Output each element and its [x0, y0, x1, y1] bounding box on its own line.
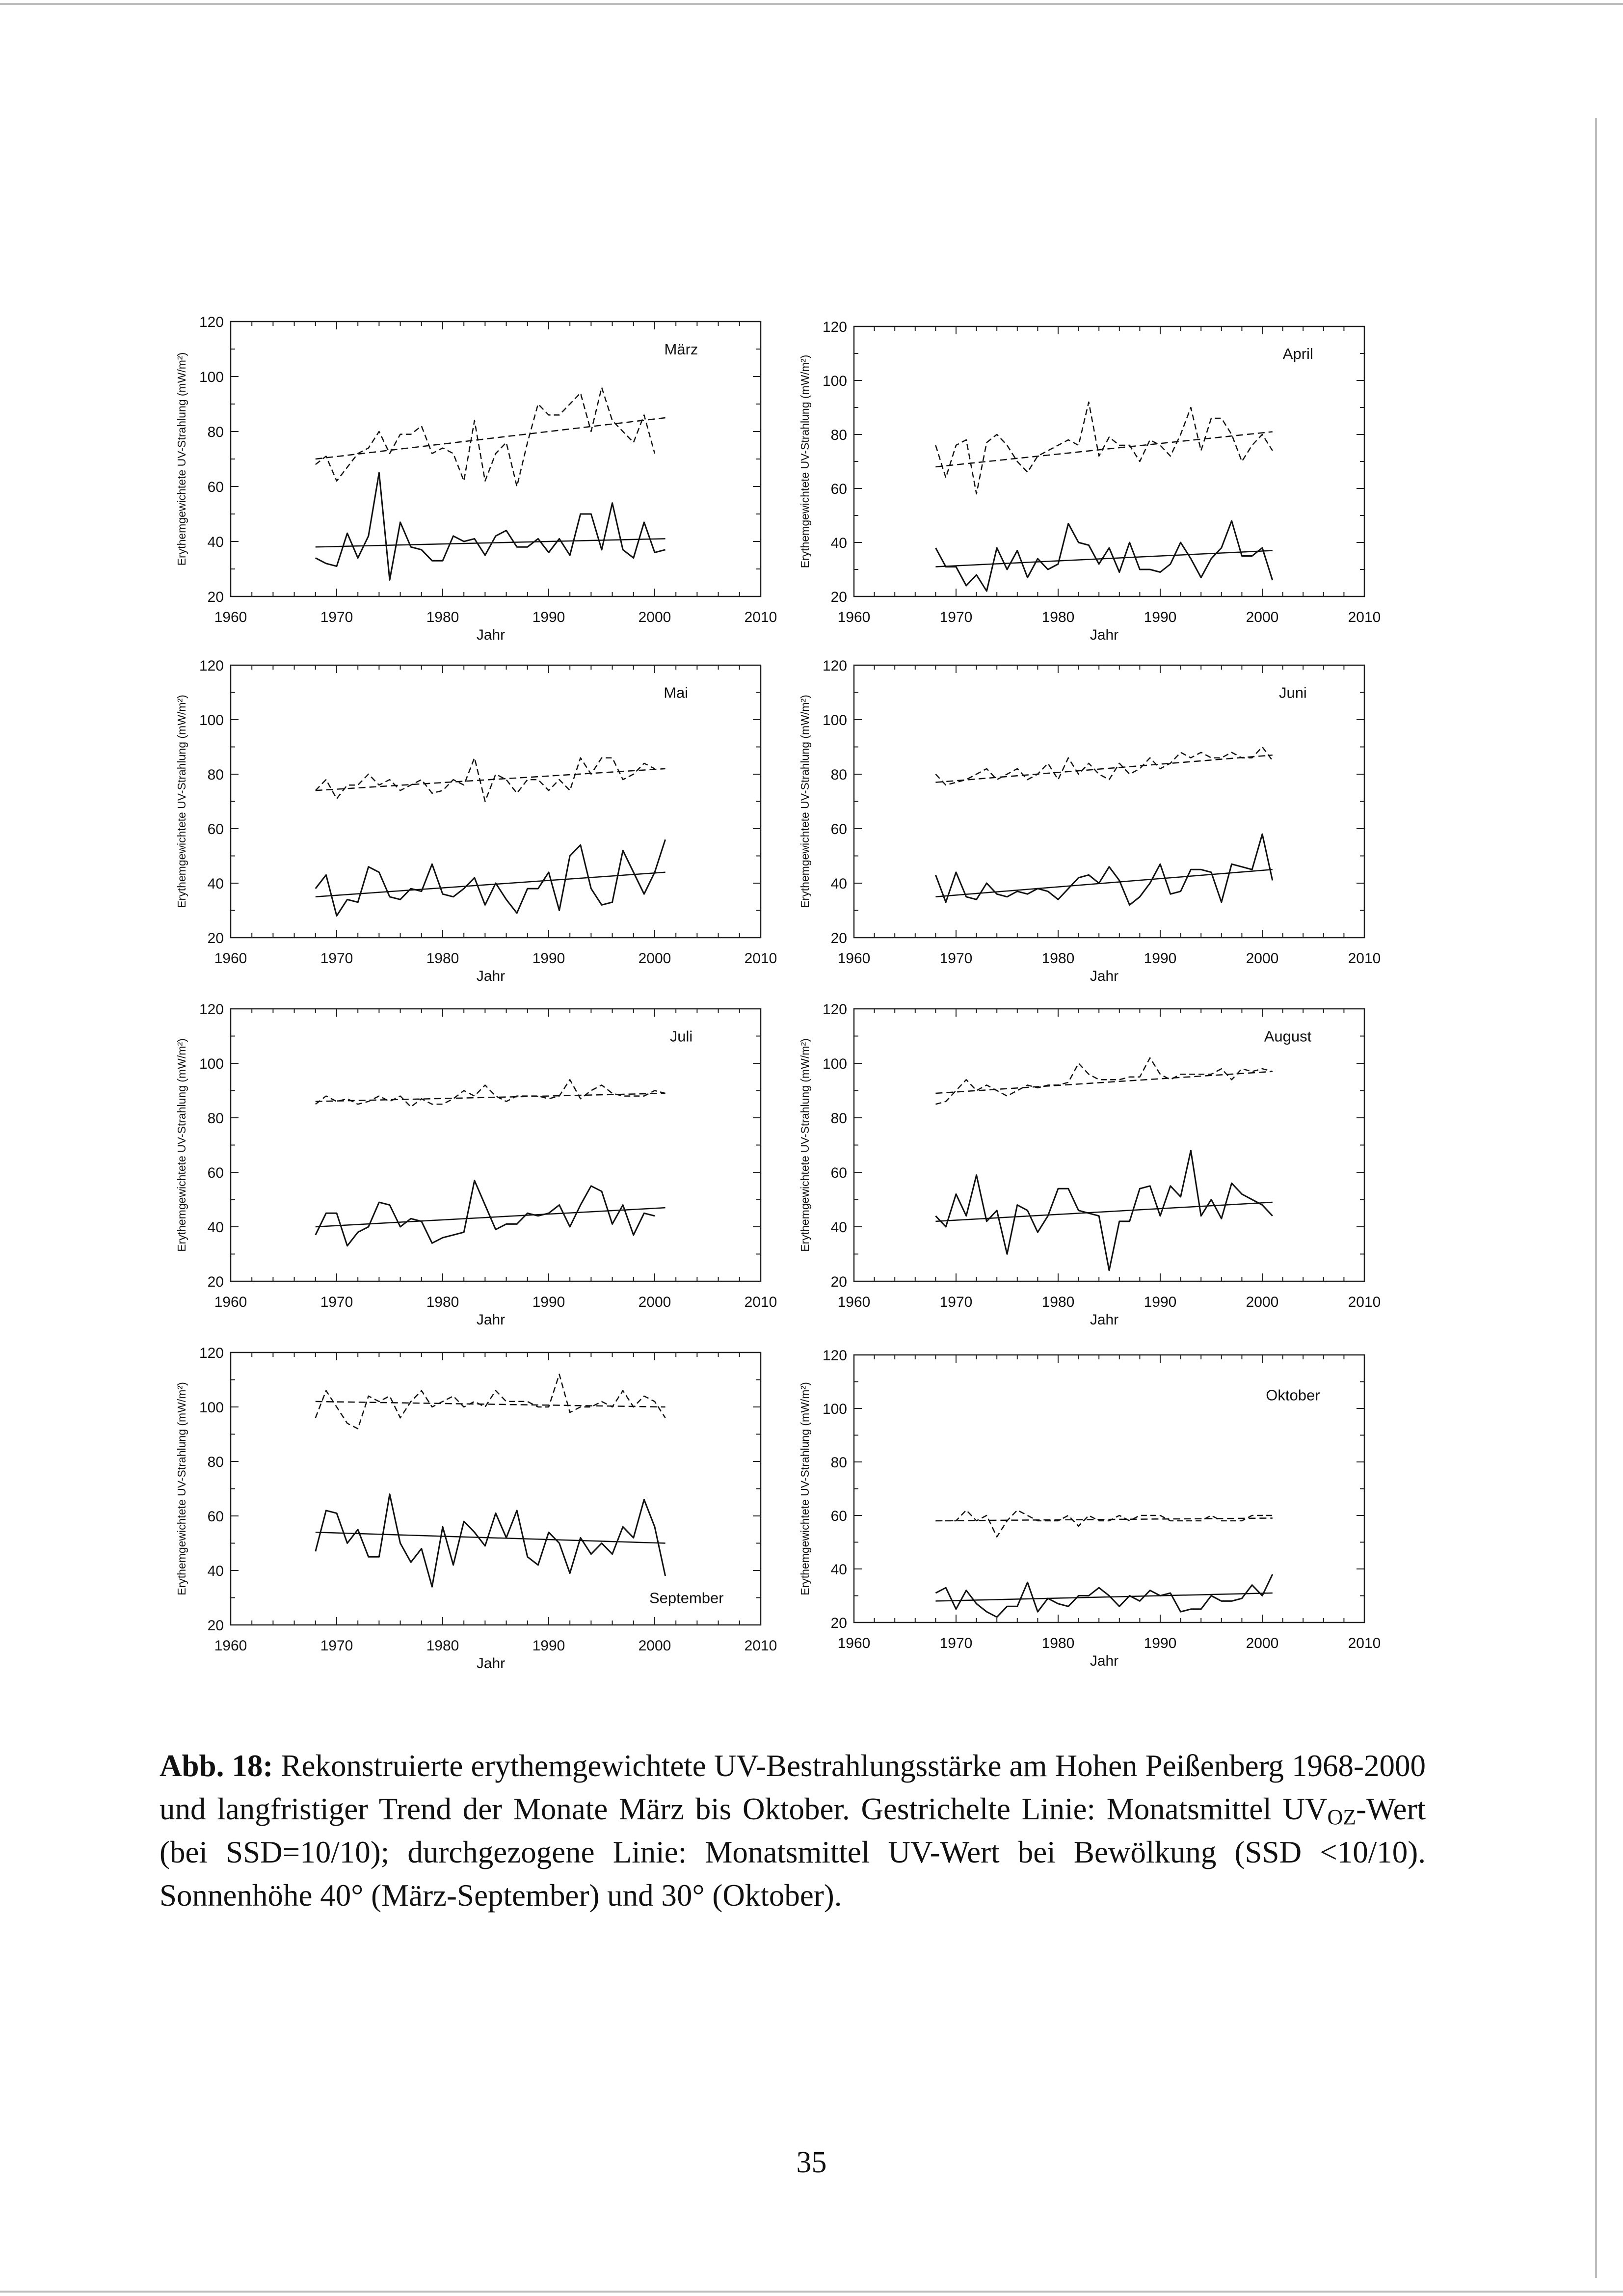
y-tick-label: 120 [822, 1001, 847, 1018]
x-tick-label: 1980 [426, 1638, 459, 1654]
chart-oktober [798, 1348, 1381, 1669]
x-tick-label: 2000 [1246, 609, 1279, 625]
caption-subscript: OZ [1327, 1805, 1357, 1829]
y-tick-label: 80 [830, 1110, 847, 1127]
y-axis-label: Erythemgewichtete UV-Strahlung (mW/m²) [175, 1382, 188, 1595]
x-tick-label: 2000 [1246, 950, 1279, 967]
trend-solid-line [316, 1532, 665, 1543]
x-tick-label: 1980 [1041, 950, 1075, 967]
x-axis-label: Jahr [1090, 627, 1119, 643]
caption-label: Abb. 18: [160, 1749, 273, 1783]
x-tick-label: 1980 [1041, 1635, 1075, 1651]
y-axis-label: Erythemgewichtete UV-Strahlung (mW/m²) [798, 1038, 811, 1252]
y-tick-label: 120 [199, 314, 224, 330]
chart-juni [798, 658, 1381, 984]
y-tick-label: 120 [822, 1348, 847, 1364]
y-tick-label: 60 [830, 1165, 847, 1181]
y-tick-label: 80 [207, 1110, 224, 1127]
chart-mai [175, 658, 777, 984]
x-axis-label: Jahr [476, 627, 506, 643]
x-tick-label: 1970 [320, 1638, 353, 1654]
x-tick-label: 1990 [532, 950, 565, 967]
series-solid-line [935, 834, 1272, 905]
series-solid-line [316, 1181, 655, 1246]
y-tick-label: 100 [822, 712, 847, 729]
month-annotation-august: August [1264, 1027, 1312, 1045]
x-tick-label: 1980 [1041, 1294, 1075, 1310]
y-tick-label: 80 [830, 427, 847, 443]
series-solid-line [316, 473, 665, 580]
x-tick-label: 1990 [532, 609, 565, 625]
y-axis-label: Erythemgewichtete UV-Strahlung (mW/m²) [175, 352, 188, 566]
series-solid-line [316, 839, 665, 916]
y-tick-label: 40 [830, 1219, 847, 1236]
series-dashed-line [935, 1058, 1272, 1104]
plot-frame [231, 322, 761, 596]
x-tick-label: 1970 [939, 1294, 973, 1310]
x-tick-label: 2010 [744, 1638, 777, 1654]
y-tick-label: 60 [830, 821, 847, 837]
caption-text-part1: Rekonstruierte erythemgewichtete UV-Bestrahlungsstärke am Hohen Peißenberg 1968-2000 und langfristiger Trend der Monate März bis Oktober. Gestrichelte Linie: Monatsmittel UV [160, 1749, 1426, 1826]
x-tick-label: 1990 [532, 1294, 565, 1310]
y-axis-label: Erythemgewichtete UV-Strahlung (mW/m²) [175, 695, 188, 908]
series-solid-line [935, 1574, 1272, 1617]
trend-solid-line [935, 551, 1272, 567]
x-tick-label: 1960 [214, 1638, 247, 1654]
trend-dashed-line [935, 1072, 1272, 1093]
x-tick-label: 2000 [1246, 1294, 1279, 1310]
month-annotation-juli: Juli [669, 1027, 693, 1045]
x-tick-label: 2010 [744, 1294, 777, 1310]
plot-frame [231, 1009, 761, 1281]
x-tick-label: 1970 [939, 950, 973, 967]
x-tick-label: 1980 [426, 950, 459, 967]
x-tick-label: 1960 [837, 1635, 871, 1651]
y-tick-label: 120 [199, 1345, 224, 1361]
y-tick-label: 80 [207, 1454, 224, 1470]
x-tick-label: 2010 [744, 609, 777, 625]
x-tick-label: 1960 [214, 609, 247, 625]
chart-august [798, 1001, 1381, 1328]
x-tick-label: 1990 [1144, 950, 1177, 967]
x-tick-label: 1960 [214, 1294, 247, 1310]
y-tick-label: 100 [199, 712, 224, 729]
x-tick-label: 1980 [426, 609, 459, 625]
plot-frame [231, 1352, 761, 1625]
month-annotation-mai: Mai [664, 684, 689, 702]
series-dashed-line [316, 1080, 665, 1107]
y-tick-label: 60 [207, 1509, 224, 1525]
x-tick-label: 1960 [837, 609, 871, 625]
series-dashed-line [935, 402, 1272, 494]
x-axis-label: Jahr [476, 1312, 506, 1328]
y-tick-label: 60 [830, 481, 847, 497]
y-tick-label: 100 [199, 369, 224, 385]
x-tick-label: 2010 [1348, 609, 1381, 625]
x-tick-label: 1970 [320, 950, 353, 967]
y-tick-label: 80 [830, 767, 847, 783]
x-axis-label: Jahr [1090, 1653, 1119, 1669]
x-tick-label: 1970 [939, 1635, 973, 1651]
chart-maerz [175, 314, 777, 643]
plot-frame [231, 665, 761, 938]
chart-september [175, 1345, 777, 1672]
y-tick-label: 20 [207, 589, 224, 605]
x-tick-label: 2010 [744, 950, 777, 967]
y-tick-label: 40 [830, 876, 847, 892]
month-annotation-april: April [1282, 345, 1313, 362]
series-dashed-line [316, 1374, 665, 1429]
y-tick-label: 40 [207, 1563, 224, 1579]
x-axis-label: Jahr [476, 968, 506, 984]
y-tick-label: 40 [830, 535, 847, 551]
y-tick-label: 120 [822, 319, 847, 335]
figure-caption [160, 1744, 1426, 1917]
series-solid-line [935, 521, 1272, 591]
y-axis-label: Erythemgewichtete UV-Strahlung (mW/m²) [798, 695, 811, 908]
y-tick-label: 100 [199, 1056, 224, 1072]
series-dashed-line [316, 758, 655, 802]
y-tick-label: 20 [207, 930, 224, 946]
x-tick-label: 1990 [1144, 1294, 1177, 1310]
series-dashed-line [935, 747, 1272, 785]
y-tick-label: 120 [199, 1001, 224, 1018]
series-solid-line [316, 1494, 665, 1587]
x-tick-label: 2000 [638, 609, 671, 625]
plot-frame [854, 1009, 1364, 1281]
chart-juli [175, 1001, 777, 1328]
month-annotation-juni: Juni [1278, 684, 1307, 702]
y-tick-label: 20 [830, 1274, 847, 1290]
x-tick-label: 1980 [1041, 609, 1075, 625]
y-tick-label: 20 [830, 589, 847, 605]
y-axis-label: Erythemgewichtete UV-Strahlung (mW/m²) [798, 354, 811, 568]
y-tick-label: 100 [822, 1401, 847, 1417]
x-tick-label: 1970 [320, 1294, 353, 1310]
x-tick-label: 2000 [1246, 1635, 1279, 1651]
y-tick-label: 40 [830, 1562, 847, 1578]
y-tick-label: 20 [830, 930, 847, 946]
y-tick-label: 60 [207, 479, 224, 495]
trend-solid-line [935, 1593, 1272, 1601]
y-tick-label: 100 [822, 373, 847, 389]
x-tick-label: 1990 [1144, 609, 1177, 625]
series-dashed-line [935, 1510, 1272, 1537]
series-solid-line [935, 1151, 1272, 1270]
y-tick-label: 120 [822, 658, 847, 674]
y-tick-label: 100 [822, 1056, 847, 1072]
y-axis-label: Erythemgewichtete UV-Strahlung (mW/m²) [798, 1382, 811, 1595]
plot-frame [854, 665, 1364, 938]
x-tick-label: 2000 [638, 950, 671, 967]
month-annotation-september: September [649, 1589, 724, 1607]
x-tick-label: 1990 [1144, 1635, 1177, 1651]
trend-dashed-line [316, 1402, 665, 1407]
trend-dashed-line [316, 418, 665, 459]
y-tick-label: 20 [207, 1274, 224, 1290]
chart-april [798, 319, 1381, 643]
x-tick-label: 1960 [214, 950, 247, 967]
x-tick-label: 1960 [837, 950, 871, 967]
x-tick-label: 1980 [426, 1294, 459, 1310]
x-tick-label: 2010 [1348, 950, 1381, 967]
y-tick-label: 20 [207, 1618, 224, 1634]
page-number: 35 [796, 2146, 827, 2179]
y-tick-label: 80 [207, 424, 224, 440]
y-tick-label: 120 [199, 658, 224, 674]
y-tick-label: 20 [830, 1615, 847, 1631]
y-axis-label: Erythemgewichtete UV-Strahlung (mW/m²) [175, 1038, 188, 1252]
y-tick-label: 60 [207, 1165, 224, 1181]
trend-dashed-line [935, 432, 1272, 467]
month-annotation-oktober: Oktober [1266, 1386, 1320, 1404]
x-axis-label: Jahr [476, 1655, 506, 1672]
y-tick-label: 100 [199, 1400, 224, 1416]
y-tick-label: 60 [207, 821, 224, 837]
x-tick-label: 2010 [1348, 1635, 1381, 1651]
x-tick-label: 2000 [638, 1294, 671, 1310]
caption-text-part2: -Wert (bei SSD=10/10); durchgezogene Linie: Monatsmittel UV-Wert bei Bewölkung (SSD <10/10). Sonnenhöhe 40° (März-September) und 30° (Oktober). [160, 1792, 1426, 1913]
plot-frame [854, 326, 1364, 596]
x-tick-label: 1970 [320, 609, 353, 625]
x-axis-label: Jahr [1090, 1312, 1119, 1328]
page-border-bottom [0, 2291, 1623, 2293]
trend-dashed-line [316, 1093, 665, 1102]
x-tick-label: 1990 [532, 1638, 565, 1654]
series-dashed-line [316, 387, 655, 486]
y-tick-label: 60 [830, 1508, 847, 1524]
x-tick-label: 2010 [1348, 1294, 1381, 1310]
x-tick-label: 1960 [837, 1294, 871, 1310]
y-tick-label: 40 [207, 876, 224, 892]
y-tick-label: 80 [207, 767, 224, 783]
x-axis-label: Jahr [1090, 968, 1119, 984]
y-tick-label: 40 [207, 1219, 224, 1236]
y-tick-label: 40 [207, 534, 224, 550]
y-tick-label: 80 [830, 1455, 847, 1471]
x-tick-label: 2000 [638, 1638, 671, 1654]
month-annotation-maerz: März [664, 341, 698, 358]
x-tick-label: 1970 [939, 609, 973, 625]
